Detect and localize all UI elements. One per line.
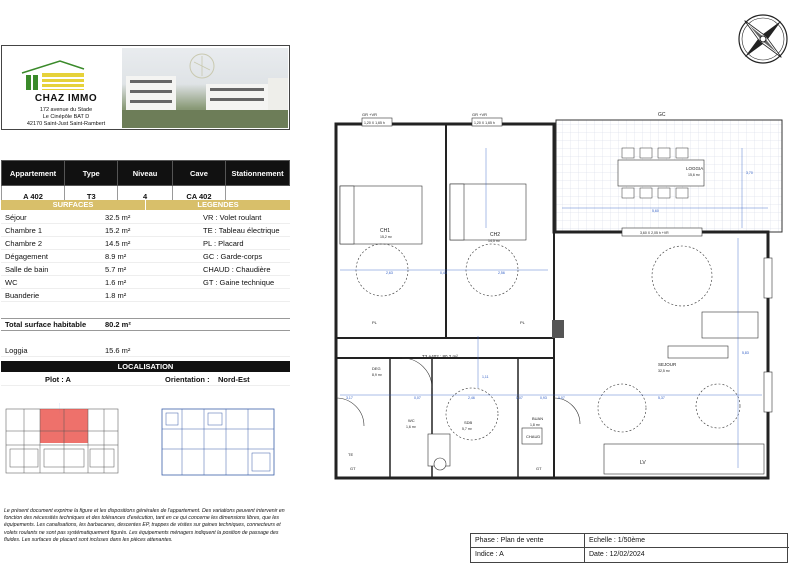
surface-label: Salle de bain: [5, 265, 49, 274]
disclaimer: Le présent document exprime la figure et les dispositions générales de l'appartement. Des variations peuvent intervenir en fonction des nécessités techniques et des tolérances d'exécution, tant en ce qui concerne les dimensions libres, que les équipements. Les canalisations, les barbacanes, descentes EP, trappes de visites sur gaines techniques, connecteurs et volets roulants ne sont pas systématiquement figurés. Les équipements ménagers indiquent la position de passage des fluides. Les surfaces de placard sont incluses dans les pièces attenantes.: [4, 508, 285, 543]
title-block: [470, 533, 788, 563]
plan-label-gt-2: GT: [536, 466, 542, 471]
header-box: [1, 45, 290, 130]
address-line: 42170 Saint-Just Saint-Rambert: [26, 121, 106, 127]
plan-dim-8: 0,93: [540, 396, 547, 400]
plot-label: Plot : A: [45, 375, 71, 384]
surface-value: 1.6 m²: [105, 278, 127, 287]
plan-label-sdb: SDB: [464, 420, 473, 425]
surface-row: [1, 238, 290, 250]
surface-value: 32.5 m²: [105, 213, 131, 222]
col-type: Type: [65, 161, 118, 186]
floor-plan: [322, 108, 790, 486]
brand-address: [8, 107, 124, 128]
localisation-title: LOCALISATION: [1, 361, 290, 372]
plan-area-wc: 1,6 m²: [406, 425, 416, 429]
building-photo: [122, 48, 288, 128]
cell-type: T3: [65, 186, 118, 207]
legend-item: GT : Gaine technique: [203, 278, 275, 287]
plan-area-deg: 8,9 m²: [372, 373, 382, 377]
echelle: Echelle : 1/50ème: [585, 534, 789, 548]
plan-window-2: 1,20 X 1,65 h: [474, 121, 495, 125]
surface-value: 1.8 m²: [105, 291, 127, 300]
surface-value: 14.5 m²: [105, 239, 131, 248]
plot-row: [1, 374, 290, 386]
legend-item: TE : Tableau électrique: [203, 226, 280, 235]
logo: [8, 51, 118, 131]
location-map-plot-a: [4, 403, 122, 478]
surface-row: [1, 277, 290, 289]
plan-dim-16: 1,11: [482, 375, 489, 379]
plan-dim-11: 5,60: [652, 209, 659, 213]
location-map-plan: [160, 405, 278, 480]
cell-appartement: A 402: [2, 186, 65, 207]
surface-row: [1, 212, 290, 224]
surface-label: WC: [5, 278, 18, 287]
legend-item: VR : Volet roulant: [203, 213, 262, 222]
plan-label-wc: WC: [408, 418, 415, 423]
col-stationnement: Stationnement: [226, 161, 290, 186]
plan-area-buan: 1,8 m²: [530, 423, 540, 427]
legend-item: CHAUD : Chaudière: [203, 265, 271, 274]
plan-label-lv: LV: [640, 460, 646, 466]
surface-row: [1, 251, 290, 263]
address-line: 172 avenue du Stade: [39, 107, 93, 113]
plan-label-ch1: CH1: [380, 228, 391, 234]
plan-dim-3: 2,56: [498, 271, 505, 275]
plan-label-chaud: CHAUD: [526, 434, 541, 439]
orientation-value: Nord-Est: [218, 375, 250, 384]
plan-window-1: 1,20 X 1,65 h: [364, 121, 385, 125]
surface-value: 5.7 m²: [105, 265, 127, 274]
plan-label-pl-2: PL: [520, 320, 525, 325]
surface-label: Chambre 2: [5, 239, 43, 248]
plan-dim-14: 5,83: [742, 351, 749, 355]
plan-area-sdb: 5,7 m²: [462, 427, 472, 431]
plan-label-gt-1: GT: [350, 466, 356, 471]
loggia-label: Loggia: [5, 346, 28, 355]
orientation-label: Orientation :: [165, 375, 210, 384]
surface-label: Buanderie: [5, 291, 40, 300]
plan-area-ch2: 14,5 m²: [488, 239, 500, 243]
phase: Phase : Plan de vente: [471, 534, 585, 548]
plan-dim-12: 3,70: [746, 171, 753, 175]
surface-label: Chambre 1: [5, 226, 43, 235]
col-cave: Cave: [172, 161, 225, 186]
date: Date : 12/02/2024: [589, 551, 645, 558]
plan-area-sejour: 32,5 m²: [658, 369, 670, 373]
surface-value: 15.2 m²: [105, 226, 131, 235]
plan-dim-1: 2,63: [386, 271, 393, 275]
plan-label-total: T3 A402 : 80.2 m²: [422, 354, 458, 359]
col-niveau: Niveau: [118, 161, 172, 186]
loggia-row: [1, 345, 290, 357]
surface-label: Dégagement: [5, 252, 48, 261]
loggia-value: 15.6 m²: [105, 346, 131, 355]
indice: Indice : A: [471, 548, 585, 562]
plan-window-3: 3,60 X 2,05 h +VR: [640, 231, 669, 235]
surfaces-title: SURFACES: [1, 200, 145, 210]
brand-name: CHAZ IMMO: [34, 93, 98, 104]
plan-label-te: TE: [348, 452, 354, 457]
plan-dim-2: 0,43: [440, 271, 447, 275]
legend-item: GC : Garde-corps: [203, 252, 263, 261]
plan-label-sejour: SEJOUR: [658, 362, 677, 367]
plan-dim-9: 0,07: [558, 396, 565, 400]
legendes-title: LEGENDES: [146, 200, 290, 210]
total-value: 80.2 m²: [105, 320, 131, 329]
surface-label: Séjour: [5, 213, 27, 222]
plan-dim-10: 5,37: [658, 396, 665, 400]
plan-label-gc: GC: [658, 112, 666, 118]
cell-niveau: 4: [118, 186, 172, 207]
surface-value: 8.9 m²: [105, 252, 127, 261]
plan-dim-4: 3,17: [346, 396, 353, 400]
surface-row: [1, 225, 290, 237]
surface-row: [1, 290, 290, 302]
legend-item: PL : Placard: [203, 239, 244, 248]
plan-area-ch1: 15,2 m²: [380, 235, 392, 239]
plan-label-loggia: LOGGIA: [686, 166, 704, 171]
cell-cave: CA 402: [172, 186, 225, 207]
plan-area-loggia: 15,6 m²: [688, 173, 700, 177]
plan-label-pl-1: PL: [372, 320, 377, 325]
logo-mark: [20, 59, 86, 91]
plan-dim-7: 0,07: [516, 396, 523, 400]
plan-label-ch2: CH2: [490, 232, 501, 238]
plan-label-gr-vr-2: GR +VR: [472, 112, 488, 117]
surface-row: [1, 264, 290, 276]
plan-label-gr-vr-1: GR +VR: [362, 112, 378, 117]
total-row: [1, 318, 290, 331]
plan-label-deg: DEG: [372, 366, 381, 371]
address-line: Le Cinépôle BAT D: [42, 114, 90, 120]
total-label: Total surface habitable: [5, 320, 87, 329]
compass-icon: [734, 10, 792, 68]
plan-dim-6: 2,46: [468, 396, 475, 400]
plan-label-buan: BUAN: [532, 416, 544, 421]
col-appartement: Appartement: [2, 161, 65, 186]
plan-dim-5: 0,07: [414, 396, 421, 400]
